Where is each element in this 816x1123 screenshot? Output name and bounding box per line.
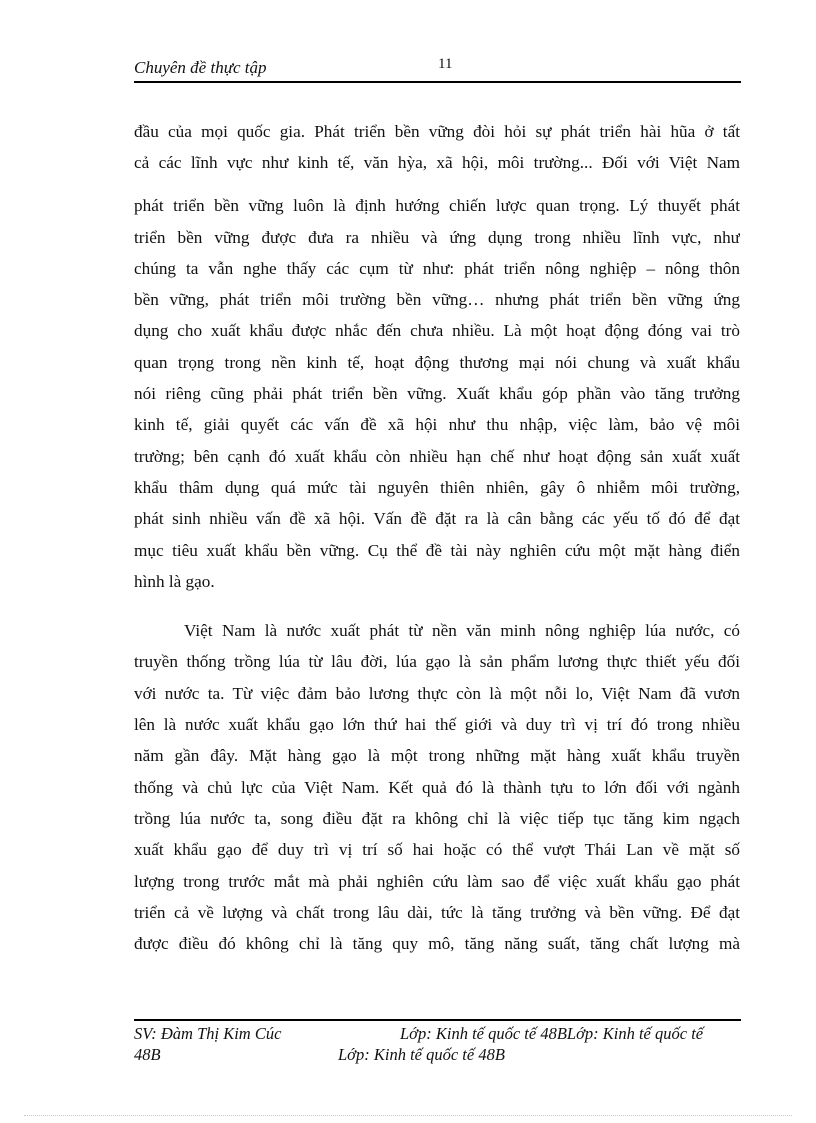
header-title: Chuyên đề thực tập [134, 58, 267, 77]
text-line: trồng lúa nước ta, song điều đặt ra không chỉ là việc tiếp tục tăng kim ngạch [134, 808, 740, 828]
text-line: hình là gạo. [134, 571, 215, 591]
text-line: xuất khẩu gạo để duy trì vị trí số hai hoặc có thể vượt Thái Lan về mặt số [134, 840, 740, 860]
text-line: phát triển bền vững luôn là định hướng chiến lược quan trọng. Lý thuyết phát [134, 196, 740, 216]
header-rule [134, 81, 741, 83]
text-line: trường; bên cạnh đó xuất khẩu còn nhiều hạn chế như hoạt động sản xuất xuất [134, 446, 740, 466]
text-line: với nước ta. Từ việc đảm bảo lương thực còn là một nỗi lo, Việt Nam đã vươn [134, 683, 740, 703]
footer-rule [134, 1019, 741, 1021]
text-line: bền vững, phát triển môi trường bền vững… nhưng phát triển bền vững ứng [134, 290, 740, 310]
page-edge-divider [24, 1115, 792, 1116]
text-line: năm gần đây. Mặt hàng gạo là một trong những mặt hàng xuất khẩu truyền [134, 746, 740, 766]
footer-class-suffix: 48B [134, 1045, 161, 1064]
text-line: được điều đó không chỉ là tăng quy mô, tăng năng suất, tăng chất lượng mà [134, 934, 740, 954]
text-line: triển bền vững được đưa ra nhiều và ứng dụng trong nhiều lĩnh vực, như [134, 227, 740, 247]
paragraph-first-line: Việt Nam là nước xuất phát từ nền văn minh nông nghiệp lúa nước, có [184, 621, 740, 641]
text-line: cả các lĩnh vực như kinh tế, văn hỳa, xã hội, môi trường... Đối với Việt Nam [134, 153, 740, 173]
page-footer [134, 1024, 774, 1074]
text-line: lên là nước xuất khẩu gạo lớn thứ hai thế giới và duy trì vị trí đó trong nhiều [134, 715, 740, 735]
text-line: chúng ta vẫn nghe thấy các cụm từ như: phát triển nông nghiệp – nông thôn [134, 258, 740, 278]
footer-class-repeat: Lớp: Kinh tế quốc tế 48B [338, 1045, 505, 1064]
text-line: phát sinh nhiều vấn đề xã hội. Vấn đề đặt ra là cân bằng các yếu tố đó để đạt [134, 509, 740, 529]
text-line: mục tiêu xuất khẩu bền vững. Cụ thể đề tài này nghiên cứu một mặt hàng điển [134, 540, 740, 560]
text-line: truyền thống trồng lúa từ lâu đời, lúa gạo là sản phẩm lương thực thiết yếu đối [134, 652, 740, 672]
body-text [134, 120, 740, 963]
text-line: triển cả về lượng và chất trong lâu dài, tức là tăng trưởng và bền vững. Để đạt [134, 902, 740, 922]
page-number: 11 [438, 56, 453, 72]
text-line: quan trọng trong nền kinh tế, hoạt động thương mại nói chung và xuất khẩu [134, 352, 740, 372]
text-line: đầu của mọi quốc gia. Phát triển bền vững đòi hỏi sự phát triển hài hũa ở tất [134, 122, 740, 141]
page-header [134, 56, 740, 82]
text-line: lượng trong trước mắt mà phải nghiên cứu làm sao để việc xuất khẩu gạo phát [134, 871, 740, 891]
footer-class: Lớp: Kinh tế quốc tế 48BLớp: Kinh tế quốc tế [400, 1024, 704, 1043]
text-line: kinh tế, giải quyết các vấn đề xã hội như thu nhập, việc làm, bảo vệ môi [134, 415, 740, 435]
footer-student: SV: Đàm Thị Kim Cúc [134, 1024, 282, 1043]
text-line: thống và chủ lực của Việt Nam. Kết quả đó là thành tựu to lớn đối với ngành [134, 777, 740, 797]
text-line: dụng cho xuất khẩu được nhắc đến chưa nhiều. Là một hoạt động đóng vai trò [134, 321, 740, 341]
text-line: nói riêng cũng phải phát triển bền vững. Xuất khẩu góp phần vào tăng trưởng [134, 384, 740, 404]
text-line: khẩu thâm dụng quá mức tài nguyên thiên nhiên, gây ô nhiễm môi trường, [134, 477, 740, 497]
